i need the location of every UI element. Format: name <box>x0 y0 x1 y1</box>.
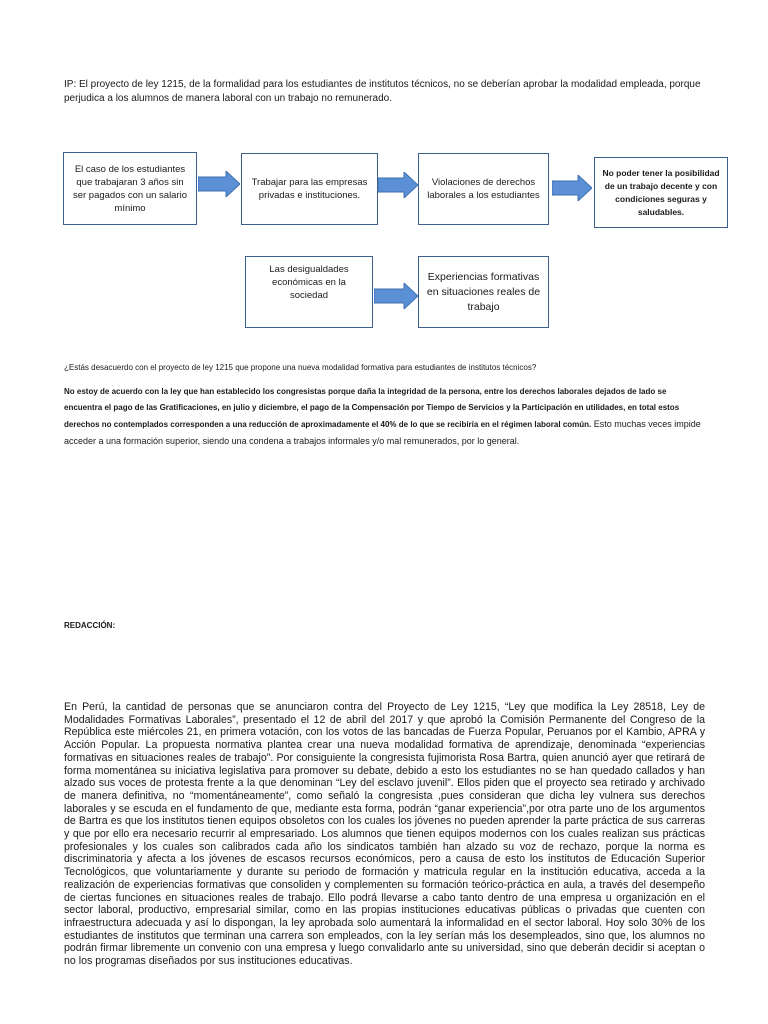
question-text: ¿Estás desacuerdo con el proyecto de ley 1215 que propone una nueva modalidad formativa para estudiantes de institutos técnicos? <box>64 363 537 372</box>
redaccion-heading: REDACCIÓN: <box>64 621 116 630</box>
answer-bold: No estoy de acuerdo con la ley que han establecido los congresistas porque daña la integridad de la persona, entre los derechos laborales dejados de lado se encuentra el pago de las Gratificaciones, en julio y diciembre, el pago de la Compensación por Tiempo de Servicios y la Participación en utilidades, en total estos derechos no contemplados corresponden a una reducción de aproximadamente el 40% de lo que se recibiría en el régimen laboral común. <box>64 387 680 429</box>
diagram-box-work: Trabajar para las empresas privadas e instituciones. <box>241 153 378 225</box>
redaccion-body: En Perú, la cantidad de personas que se anunciaron contra del Proyecto de Ley 1215, “Ley que modifica la Ley 28518, Ley de Modalidades Formativas Laborales”, presentado el 12 de abril del 2017 y que aprobó la Comisión Permanente del Congreso de la República este miércoles 21, en primera votación, con los votos de las bancadas de Fuerza Popular, Peruanos por el Kambio, APRA y Acción Popular. La propuesta normativa plantea crear una nueva modalidad formativa de aprendizaje, denominada “experiencias formativas en situaciones reales de trabajo”. Por consiguiente la congresista fujimorista Rosa Bartra, quien anunció ayer que retirará de forma momentánea su iniciativa legislativa para promover su debate, debido a esto los estudiantes no se han quedado callados y han alzado sus voces de protesta frente a la que denominan “Ley del esclavo juvenil”. Ellos piden que el proyecto sea retirado y archivado de manera definitiva, no “momentáneamente”, como señaló la congresista ,pues consideran que dicha ley vulnera sus derechos laborales y se escuda en el fundamento de que, mediante esta forma, podrán “ganar experiencia”,por otra parte uno de los argumentos de Bartra es que los institutos tienen equipos obsoletos con los cuales los jóvenes no pueden aprender la parte práctica de sus carreras y que por ello era necesario recurrir al empresariado. Los alumnos que tienen equipos modernos con los cuales realizan sus prácticas profesionales y los cuales son calibrados cada año los sindicatos también han alzado su voz de rechazo, porque la norma es discriminatoria y afecta a los jóvenes de escasos recursos económicos, pero a causa de esto los institutos de Educación Superior Tecnológicos, que voluntariamente y durante su periodo de formación y matricula regular en la institución educativa, acceda a la realización de experiencias formativas que consoliden y complementen su formación teórico-práctica en aula, a través del desempeño de ciertas funciones en situaciones reales de trabajo. Ello podrá llevarse a cabo tanto dentro de una empresa u organización en el sector laboral, productivo, empresarial similar, como en las propias instituciones educativas públicas o privadas que cuenten con infraestructura adecuada y así lo dispongan, la ley aprobada solo aumentará la informalidad en el sector laboral. Hoy solo 30% de los estudiantes de institutos que terminan una carrera son empleados, con la ley serían más los desempleados, sino que, los alumnos no podrán firmar libremente un convenio con una empresa y luego convalidarlo ante su universidad, sino que deberán decidir si aceptan o no los programas diseñados por sus instituciones educativas. <box>64 701 705 968</box>
intro-paragraph: IP: El proyecto de ley 1215, de la formalidad para los estudiantes de institutos técnicos, no se deberían aprobar la modalidad empleada, porque perjudica a los alumnos de manera laboral con un trabajo no remunerado. <box>64 79 701 104</box>
answer-text <box>64 384 704 450</box>
arrow-right-icon <box>552 175 592 201</box>
arrow-right-icon <box>374 283 418 309</box>
diagram-box-inequality: Las desigualdades económicas en la sociedad <box>245 256 373 328</box>
arrow-right-icon <box>378 172 418 198</box>
diagram-box-case: El caso de los estudiantes que trabajaran 3 años sin ser pagados con un salario mínimo <box>63 152 197 225</box>
arrow-right-icon <box>198 171 240 197</box>
diagram-box-experiences: Experiencias formativas en situaciones reales de trabajo <box>418 256 549 328</box>
answer-normal: Esto muchas veces impide acceder a una formación superior, siendo una condena a trabajos informales y/o mal remunerados, por lo general. <box>64 419 701 446</box>
diagram-box-violations: Violaciones de derechos laborales a los estudiantes <box>418 153 549 225</box>
diagram-box-decent-work: No poder tener la posibilidad de un trabajo decente y con condiciones seguras y saludables. <box>594 157 728 228</box>
